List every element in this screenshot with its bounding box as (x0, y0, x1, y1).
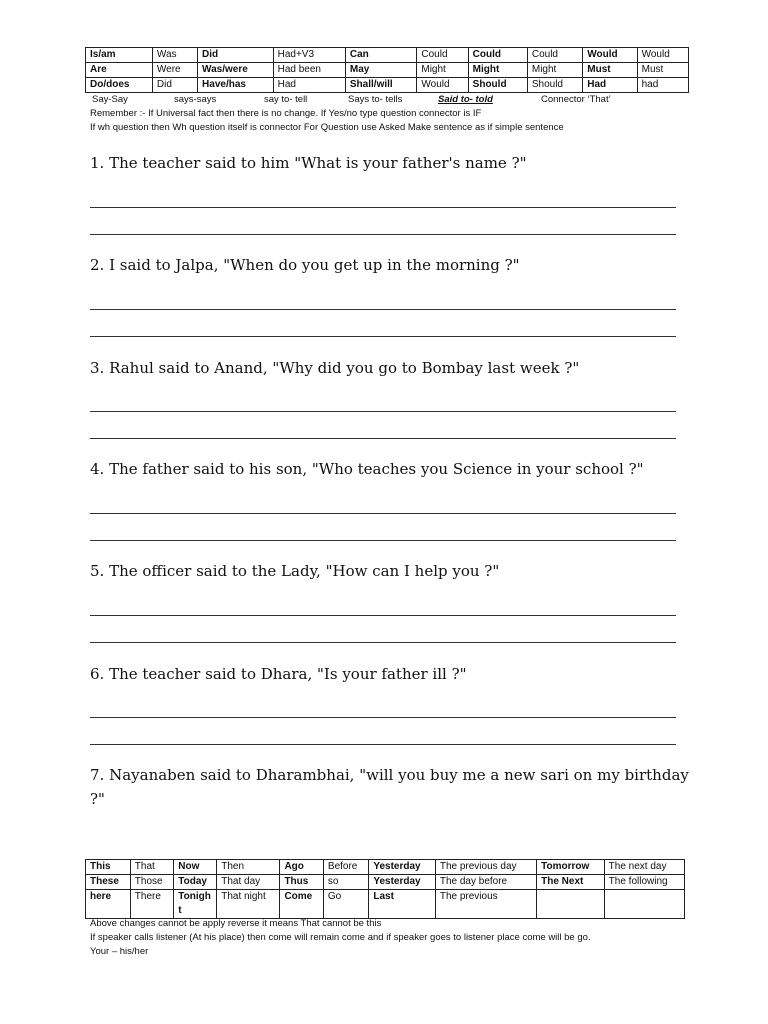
table-row (86, 860, 685, 875)
table-cell: Were (152, 63, 197, 78)
table-cell: Tonight (174, 890, 217, 919)
rule-connector: Connector ‘That’ (541, 94, 611, 105)
table-cell: Did (152, 78, 197, 93)
table-cell: Had+V3 (273, 48, 345, 63)
table-cell: Must (637, 63, 688, 78)
footnote-come-go: If speaker calls listener (At his place) then come will remain come and if speaker goes to listener place come will be go. (90, 932, 591, 943)
table-row (86, 875, 685, 890)
table-cell: This (86, 860, 131, 875)
table-cell: Was (152, 48, 197, 63)
question-3: 3. Rahul said to Anand, "Why did you go to Bombay last week ?" (90, 359, 580, 377)
question-7: 7. Nayanaben said to Dharambhai, "will you buy me a new sari on my birthday ?" (90, 766, 689, 808)
table-cell: Before (323, 860, 368, 875)
rule-says-to: Says to- tells (348, 94, 403, 105)
table-cell: so (323, 875, 368, 890)
table-row (86, 890, 685, 919)
answer-line[interactable] (90, 540, 676, 541)
rule-say-to: say to- tell (264, 94, 308, 105)
question-5: 5. The officer said to the Lady, "How can I help you ?" (90, 562, 500, 580)
table-cell (537, 890, 605, 919)
table-cell: These (86, 875, 131, 890)
table-cell: That (130, 860, 173, 875)
table-cell: The day before (435, 875, 536, 890)
table-cell: Yesterday (369, 860, 435, 875)
table-cell: The next day (604, 860, 684, 875)
table-cell: Do/does (86, 78, 153, 93)
table-cell: Thus (280, 875, 323, 890)
table-cell: Can (345, 48, 416, 63)
table-cell: That night (217, 890, 280, 919)
table-cell: Would (417, 78, 468, 93)
table-cell: here (86, 890, 131, 919)
answer-line[interactable] (90, 309, 676, 310)
table-cell: Are (86, 63, 153, 78)
table-cell: had (637, 78, 688, 93)
table-cell: Might (527, 63, 582, 78)
tense-conversion-table (85, 47, 689, 93)
answer-line[interactable] (90, 744, 676, 745)
table-cell: Had been (273, 63, 345, 78)
answer-line[interactable] (90, 717, 676, 718)
table-cell: Did (198, 48, 274, 63)
table-cell: Was/were (198, 63, 274, 78)
footnote-reverse: Above changes cannot be apply reverse it means That cannot be this (90, 918, 382, 929)
table-cell: Shall/will (345, 78, 416, 93)
table-cell: The previous day (435, 860, 536, 875)
table-cell: Yesterday (369, 875, 435, 890)
table-cell: Might (468, 63, 527, 78)
table-cell: Last (369, 890, 435, 919)
table-cell: The following (604, 875, 684, 890)
table-cell: Must (583, 63, 637, 78)
table-cell: Might (417, 63, 468, 78)
answer-line[interactable] (90, 336, 676, 337)
table-row (86, 78, 689, 93)
footnote-your: Your – his/her (90, 946, 149, 957)
answer-line[interactable] (90, 615, 676, 616)
table-cell: The previous (435, 890, 536, 919)
table-cell: Now (174, 860, 217, 875)
table-cell: That day (217, 875, 280, 890)
table-cell: Would (637, 48, 688, 63)
answer-line[interactable] (90, 513, 676, 514)
table-cell: Come (280, 890, 323, 919)
table-cell: There (130, 890, 173, 919)
answer-line[interactable] (90, 642, 676, 643)
table-cell: Have/has (198, 78, 274, 93)
table-cell: Could (468, 48, 527, 63)
table-cell: Had (583, 78, 637, 93)
table-cell: Ago (280, 860, 323, 875)
question-2: 2. I said to Jalpa, "When do you get up in the morning ?" (90, 256, 520, 274)
table-cell: Should (468, 78, 527, 93)
answer-line[interactable] (90, 411, 676, 412)
table-cell: Should (527, 78, 582, 93)
table-cell (604, 890, 684, 919)
rule-remember: Remember :- If Universal fact then there is no change. If Yes/no type question connector is IF (90, 108, 482, 119)
question-6: 6. The teacher said to Dhara, "Is your father ill ?" (90, 665, 467, 683)
rule-say-say: Say-Say (92, 94, 128, 105)
table-row (86, 63, 689, 78)
table-cell: Then (217, 860, 280, 875)
table-cell: The Next (537, 875, 605, 890)
word-change-table (85, 859, 685, 919)
table-cell: Could (417, 48, 468, 63)
table-row (86, 48, 689, 63)
table-cell: Is/am (86, 48, 153, 63)
table-cell: Today (174, 875, 217, 890)
table-cell: Go (323, 890, 368, 919)
table-cell: May (345, 63, 416, 78)
table-cell: Those (130, 875, 173, 890)
question-1: 1. The teacher said to him "What is your father's name ?" (90, 154, 527, 172)
rule-wh-question: If wh question then Wh question itself is connector For Question use Asked Make sentence as if simple sentence (90, 122, 564, 133)
table-cell: Tomorrow (537, 860, 605, 875)
rule-says-says: says-says (174, 94, 217, 105)
answer-line[interactable] (90, 234, 676, 235)
table-cell: Had (273, 78, 345, 93)
rule-said-to: Said to- told (438, 94, 493, 105)
table-cell: Could (527, 48, 582, 63)
answer-line[interactable] (90, 438, 676, 439)
answer-line[interactable] (90, 207, 676, 208)
question-4: 4. The father said to his son, "Who teaches you Science in your school ?" (90, 460, 644, 478)
table-cell: Would (583, 48, 637, 63)
